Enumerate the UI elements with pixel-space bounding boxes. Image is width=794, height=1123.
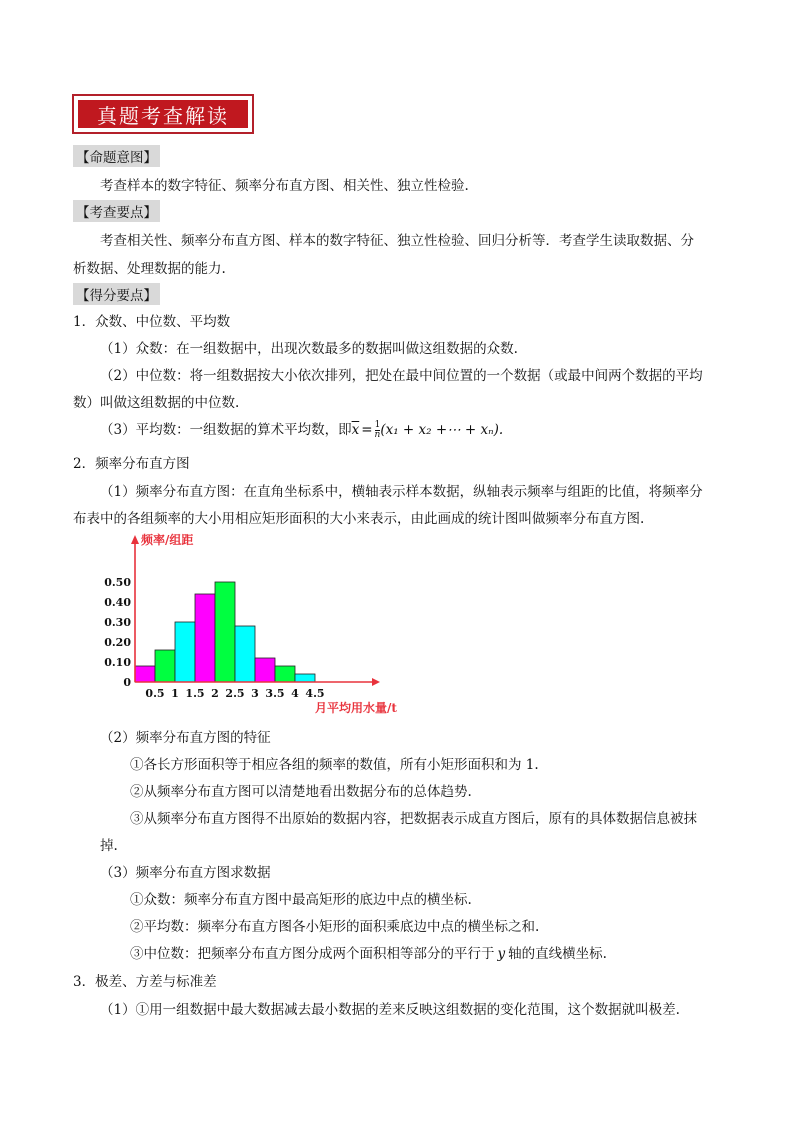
histogram-bar	[215, 582, 235, 682]
y-tick-label: 0.10	[104, 656, 131, 669]
s1-item3: （3）平均数：一组数据的算术平均数，即$\overline{x}$ = $\frac{1}{n}$ (x₁ + x₂ +⋯ + xₙ).	[100, 420, 504, 440]
s2-item2-c-line1: ③从频率分布直方图得不出原始的数据内容，把数据表示成直方图后，原有的具体数据信息被抹	[130, 811, 697, 827]
x-tick-label: 2	[211, 687, 219, 700]
x-bar: $\overline{x}$	[351, 422, 360, 438]
s1-title: 1．众数、中位数、平均数	[73, 314, 231, 330]
s1-item2-line1: （2）中位数：将一组数据按大小依次排列，把处在最中间位置的一个数据（或最中间两个数据的平均	[100, 368, 703, 384]
histogram-bar	[175, 622, 195, 682]
x-tick-label: 4	[291, 687, 299, 700]
score-tag: 【得分要点】	[73, 283, 160, 305]
s2-item2-a: ①各长方形面积等于相应各组的频率的数值，所有小矩形面积和为 1.	[130, 757, 539, 773]
x-tick-label: 3.5	[265, 687, 285, 700]
s2-item1-line1: （1）频率分布直方图：在直角坐标系中，横轴表示样本数据，纵轴表示频率与组距的比值，将频率分	[100, 484, 703, 500]
s1-item3-prefix: （3）平均数：一组数据的算术平均数，即	[100, 422, 352, 438]
histogram-bar	[155, 650, 175, 682]
section-banner	[72, 94, 254, 134]
histogram-bar	[255, 658, 275, 682]
y-tick-label: 0.20	[104, 636, 131, 649]
points-line1: 考查相关性、频率分布直方图、样本的数字特征、独立性检验、回归分析等．考查学生读取数据、分	[100, 233, 694, 249]
intent-tag: 【命题意图】	[73, 145, 160, 167]
s1-item3-formula: (x₁ + x₂ +⋯ + xₙ).	[380, 422, 504, 438]
x-axis-arrow	[372, 678, 380, 686]
x-axis-label: 月平均用水量/t	[315, 701, 397, 715]
intent-text: 考查样本的数字特征、频率分布直方图、相关性、独立性检验.	[100, 178, 469, 194]
frequency-histogram	[100, 532, 420, 720]
x-tick-label: 0.5	[145, 687, 165, 700]
points-tag: 【考查要点】	[73, 200, 160, 222]
y-tick-label: 0	[123, 676, 131, 689]
y-axis-label: 频率/组距	[141, 533, 194, 547]
histogram-bar	[275, 666, 295, 682]
s2-item3-c: ③中位数：把频率分布直方图分成两个面积相等部分的平行于 y 轴的直线横坐标.	[130, 946, 607, 962]
x-tick-label: 3	[251, 687, 259, 700]
histogram-bar	[235, 626, 255, 682]
s2-item3-b: ②平均数：频率分布直方图各小矩形的面积乘底边中点的横坐标之和.	[130, 919, 540, 935]
points-line2: 析数据、处理数据的能力.	[73, 261, 226, 277]
banner-title: 真题考查解读	[78, 100, 248, 128]
s2-item2-c-line2: 掉.	[100, 838, 118, 854]
y-tick-label: 0.40	[104, 596, 131, 609]
s2-item2-b: ②从频率分布直方图可以清楚地看出数据分布的总体趋势.	[130, 784, 472, 800]
s2-item3: （3）频率分布直方图求数据	[100, 865, 271, 881]
histogram-bar	[135, 666, 155, 682]
x-tick-label: 4.5	[305, 687, 325, 700]
s2-item3-a: ①众数：频率分布直方图中最高矩形的底边中点的横坐标.	[130, 892, 472, 908]
fraction-one-over-n: $\frac{1}{n}$	[374, 420, 381, 440]
s3-title: 3．极差、方差与标准差	[73, 974, 217, 990]
y-tick-label: 0.50	[104, 576, 131, 589]
s1-item1: （1）众数：在一组数据中，出现次数最多的数据叫做这组数据的众数.	[100, 341, 518, 357]
s2-title: 2．频率分布直方图	[73, 456, 190, 472]
s2-item1-line2: 布表中的各组频率的大小用相应矩形面积的大小来表示，由此画成的统计图叫做频率分布直方图.	[73, 511, 645, 527]
s1-item2-line2: 数）叫做这组数据的中位数.	[73, 395, 240, 411]
y-axis-arrow	[131, 535, 139, 544]
histogram-bar	[295, 674, 315, 682]
y-tick-label: 0.30	[104, 616, 131, 629]
x-tick-label: 2.5	[225, 687, 245, 700]
s3-item1: （1）①用一组数据中最大数据减去最小数据的差来反映这组数据的变化范围，这个数据就叫极差.	[100, 1002, 680, 1018]
histogram-bar	[195, 594, 215, 682]
x-tick-label: 1.5	[185, 687, 205, 700]
x-tick-label: 1	[171, 687, 179, 700]
s2-item2: （2）频率分布直方图的特征	[100, 730, 271, 746]
